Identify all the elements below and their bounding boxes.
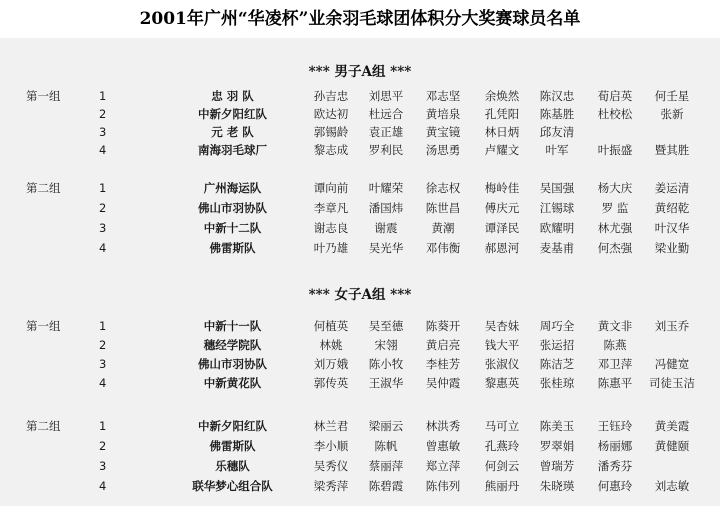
player-name: 张淑仪	[484, 357, 520, 371]
player-name: 谭泽民	[484, 221, 520, 235]
team-number: 2	[99, 439, 107, 453]
team-name: 忠 羽 队	[211, 89, 254, 103]
player-name: 司徒玉洁	[649, 376, 695, 390]
player-name: 孔凭阳	[484, 107, 520, 121]
player-name: 姜运清	[654, 181, 690, 195]
player-name: 周巧全	[539, 319, 575, 333]
player-name: 杜远合	[368, 107, 404, 121]
player-name: 郑立萍	[425, 459, 461, 473]
player-name: 林兰君	[313, 419, 349, 433]
player-name: 潘秀芬	[597, 459, 633, 473]
player-name: 谭向前	[313, 181, 349, 195]
team-name: 乐穗队	[215, 459, 250, 473]
team-name: 中新黄花队	[203, 376, 262, 390]
player-name: 林日炳	[484, 125, 520, 139]
team-name: 穗经学院队	[203, 338, 262, 352]
team-number: 2	[99, 107, 107, 121]
team-name: 佛山市羽协队	[198, 357, 267, 371]
player-name: 吴光华	[368, 241, 404, 255]
player-name: 林姚	[319, 338, 343, 352]
player-name: 罗翠娟	[539, 439, 575, 453]
player-name: 李小顺	[313, 439, 349, 453]
player-name: 林尤强	[597, 221, 633, 235]
team-number: 4	[99, 376, 107, 390]
roster-row	[0, 476, 720, 496]
player-name: 熊丽丹	[484, 479, 520, 493]
player-name: 陈碧霞	[368, 479, 404, 493]
roster-row	[0, 335, 720, 355]
roster-row	[0, 122, 720, 142]
team-name: 中新夕阳红队	[198, 107, 267, 121]
group-label: 第二组	[26, 419, 61, 433]
player-name: 陈汉忠	[539, 89, 575, 103]
player-name: 陈小牧	[368, 357, 404, 371]
player-name: 叶汉华	[654, 221, 690, 235]
group-label: 第一组	[26, 89, 61, 103]
group-label: 第二组	[26, 181, 61, 195]
player-name: 傅庆元	[484, 201, 520, 215]
team-number: 2	[99, 201, 107, 215]
player-name: 杨大庆	[597, 181, 633, 195]
team-number: 1	[99, 419, 107, 433]
roster-row	[0, 104, 720, 124]
player-name: 欧耀明	[539, 221, 575, 235]
player-name: 刘思平	[368, 89, 404, 103]
player-name: 曾瑞芳	[539, 459, 575, 473]
player-name: 荀启英	[597, 89, 633, 103]
player-name: 黎志成	[313, 143, 349, 157]
roster-row	[0, 218, 720, 238]
roster-row	[0, 373, 720, 393]
player-name: 林洪秀	[425, 419, 461, 433]
group-label: 第一组	[26, 319, 61, 333]
player-name: 余焕然	[484, 89, 520, 103]
player-name: 刘万娥	[313, 357, 349, 371]
team-name: 南海羽毛球厂	[198, 143, 267, 157]
player-name: 何剑云	[484, 459, 520, 473]
player-name: 吴至德	[368, 319, 404, 333]
team-number: 2	[99, 338, 107, 352]
team-name: 佛雷斯队	[209, 241, 256, 255]
player-name: 叶乃雄	[313, 241, 349, 255]
player-name: 曾惠敏	[425, 439, 461, 453]
player-name: 梁业勤	[654, 241, 690, 255]
player-name: 蔡丽萍	[368, 459, 404, 473]
player-name: 叶振盛	[597, 143, 633, 157]
player-name: 汤思勇	[425, 143, 461, 157]
player-name: 吴杏妹	[484, 319, 520, 333]
team-name: 中新夕阳红队	[198, 419, 267, 433]
player-name: 郝恩河	[484, 241, 520, 255]
player-name: 张运招	[539, 338, 575, 352]
player-name: 陈葵开	[425, 319, 461, 333]
player-name: 黄启亮	[425, 338, 461, 352]
team-name: 联华梦心组合队	[192, 479, 273, 493]
player-name: 黎惠英	[484, 376, 520, 390]
player-name: 孙吉忠	[313, 89, 349, 103]
player-name: 张新	[660, 107, 684, 121]
player-name: 吴秀仪	[313, 459, 349, 473]
player-name: 邓伟衡	[425, 241, 461, 255]
team-name: 佛雷斯队	[209, 439, 256, 453]
player-name: 何杰强	[597, 241, 633, 255]
player-name: 陈伟列	[425, 479, 461, 493]
roster-row	[0, 238, 720, 258]
player-name: 李章凡	[313, 201, 349, 215]
player-name: 谢震	[374, 221, 398, 235]
player-name: 王淑华	[368, 376, 404, 390]
team-number: 1	[99, 319, 107, 333]
player-name: 叶军	[545, 143, 569, 157]
player-name: 朱晓瑛	[539, 479, 575, 493]
team-number: 3	[99, 357, 107, 371]
roster-sheet	[0, 38, 720, 506]
player-name: 梁秀萍	[313, 479, 349, 493]
player-name: 马可立	[484, 419, 520, 433]
roster-row	[0, 456, 720, 476]
team-name: 中新十一队	[203, 319, 262, 333]
player-name: 黄绍乾	[654, 201, 690, 215]
team-number: 3	[99, 459, 107, 473]
roster-row	[0, 416, 720, 436]
player-name: 陈燕	[603, 338, 627, 352]
player-name: 卢耀文	[484, 143, 520, 157]
player-name: 何壬星	[654, 89, 690, 103]
team-name: 佛山市羽协队	[198, 201, 267, 215]
player-name: 邱友清	[539, 125, 575, 139]
team-number: 1	[99, 181, 107, 195]
player-name: 陈美玉	[539, 419, 575, 433]
player-name: 谢志良	[313, 221, 349, 235]
team-name: 中新十二队	[203, 221, 262, 235]
player-name: 张桂琼	[539, 376, 575, 390]
player-name: 李桂芳	[425, 357, 461, 371]
player-name: 郭锡龄	[313, 125, 349, 139]
team-number: 4	[99, 241, 107, 255]
player-name: 刘志敏	[654, 479, 690, 493]
player-name: 钱大平	[484, 338, 520, 352]
team-number: 4	[99, 143, 107, 157]
player-name: 陈世昌	[425, 201, 461, 215]
player-name: 何惠玲	[597, 479, 633, 493]
player-name: 陈惠平	[597, 376, 633, 390]
player-name: 何植英	[313, 319, 349, 333]
team-number: 1	[99, 89, 107, 103]
player-name: 梁丽云	[368, 419, 404, 433]
player-name: 陈帆	[374, 439, 398, 453]
player-name: 黄潮	[431, 221, 455, 235]
team-number: 3	[99, 221, 107, 235]
player-name: 陈洁芝	[539, 357, 575, 371]
player-name: 罗利民	[368, 143, 404, 157]
team-number: 3	[99, 125, 107, 139]
section-heading-women-a: *** 女子A组 ***	[308, 287, 412, 303]
player-name: 黄健颐	[654, 439, 690, 453]
section-heading-men-a: *** 男子A组 ***	[308, 64, 412, 80]
player-name: 江锡球	[539, 201, 575, 215]
roster-row	[0, 86, 720, 106]
team-name: 广州海运队	[203, 181, 262, 195]
player-name: 杜校松	[597, 107, 633, 121]
roster-row	[0, 178, 720, 198]
player-name: 邓卫萍	[597, 357, 633, 371]
player-name: 郭传英	[313, 376, 349, 390]
roster-row	[0, 354, 720, 374]
team-name: 元 老 队	[211, 125, 254, 139]
player-name: 宋翎	[374, 338, 398, 352]
player-name: 吴仲霞	[425, 376, 461, 390]
roster-row	[0, 198, 720, 218]
roster-row	[0, 140, 720, 160]
player-name: 暨其胜	[654, 143, 690, 157]
player-name: 黄美霞	[654, 419, 690, 433]
player-name: 王钰玲	[597, 419, 633, 433]
player-name: 叶耀荣	[368, 181, 404, 195]
player-name: 欧达初	[313, 107, 349, 121]
player-name: 麦基甫	[539, 241, 575, 255]
player-name: 黄宝镜	[425, 125, 461, 139]
player-name: 徐志权	[425, 181, 461, 195]
roster-row	[0, 316, 720, 336]
player-name: 孔燕玲	[484, 439, 520, 453]
player-name: 黄培泉	[425, 107, 461, 121]
roster-row	[0, 436, 720, 456]
player-name: 冯健宽	[654, 357, 690, 371]
player-name: 梅岭佳	[484, 181, 520, 195]
player-name: 黄文非	[597, 319, 633, 333]
player-name: 袁正雄	[368, 125, 404, 139]
player-name: 罗 监	[601, 201, 629, 215]
document-title: 2001年广州“华凌杯”业余羽毛球团体积分大奖赛球员名单	[0, 2, 720, 36]
team-number: 4	[99, 479, 107, 493]
player-name: 吴国强	[539, 181, 575, 195]
player-name: 邓志坚	[425, 89, 461, 103]
player-name: 杨丽娜	[597, 439, 633, 453]
player-name: 刘玉乔	[654, 319, 690, 333]
player-name: 陈基胜	[539, 107, 575, 121]
player-name: 潘国炜	[368, 201, 404, 215]
